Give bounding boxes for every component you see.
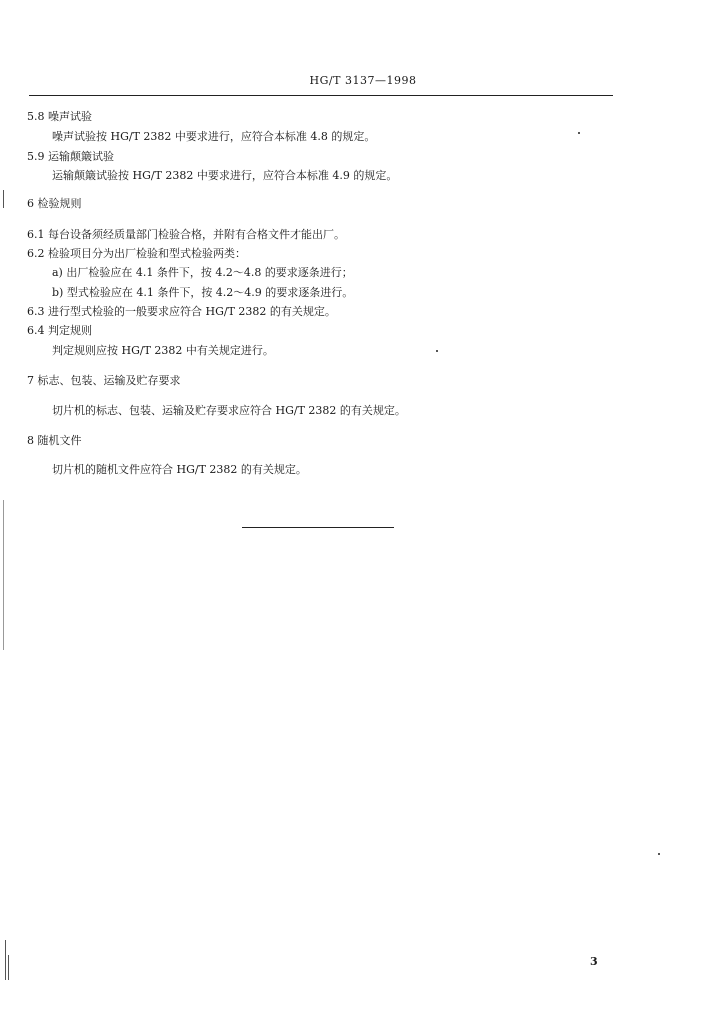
section-5-9-heading: 5.9 运输颠簸试验 [27, 150, 114, 163]
standard-code-header: HG/T 3137—1998 [309, 74, 417, 87]
section-7-heading: 7 标志、包装、运输及贮存要求 [27, 374, 181, 387]
scan-artifact [5, 940, 6, 980]
section-6-heading: 6 检验规则 [27, 197, 82, 210]
section-6-3-text: 6.3 进行型式检验的一般要求应符合 HG/T 2382 的有关规定。 [27, 305, 336, 318]
scan-artifact [3, 500, 4, 650]
scan-artifact [578, 132, 580, 134]
section-6-4-heading: 6.4 判定规则 [27, 324, 92, 337]
section-8-heading: 8 随机文件 [27, 434, 82, 447]
scan-artifact [8, 955, 9, 980]
section-5-8-heading: 5.8 噪声试验 [27, 110, 92, 123]
scan-artifact [658, 853, 660, 855]
scan-artifact [3, 190, 4, 208]
section-5-8-body: 噪声试验按 HG/T 2382 中要求进行，应符合本标准 4.8 的规定。 [52, 130, 376, 143]
end-of-document-rule [242, 527, 394, 528]
section-8-body: 切片机的随机文件应符合 HG/T 2382 的有关规定。 [52, 463, 307, 476]
section-6-2-text: 6.2 检验项目分为出厂检验和型式检验两类： [27, 247, 246, 260]
scan-artifact [436, 350, 438, 352]
section-6-4-body: 判定规则应按 HG/T 2382 中有关规定进行。 [52, 344, 274, 357]
section-6-1-text: 6.1 每台设备须经质量部门检验合格，并附有合格文件才能出厂。 [27, 228, 345, 241]
section-6-2-item-a: a) 出厂检验应在 4.1 条件下，按 4.2～4.8 的要求逐条进行； [52, 266, 353, 279]
section-5-9-body: 运输颠簸试验按 HG/T 2382 中要求进行，应符合本标准 4.9 的规定。 [52, 169, 398, 182]
section-7-body: 切片机的标志、包装、运输及贮存要求应符合 HG/T 2382 的有关规定。 [52, 404, 406, 417]
section-6-2-item-b: b) 型式检验应在 4.1 条件下，按 4.2～4.9 的要求逐条进行。 [52, 286, 354, 299]
page-number: 3 [590, 955, 598, 968]
header-rule [29, 95, 613, 96]
